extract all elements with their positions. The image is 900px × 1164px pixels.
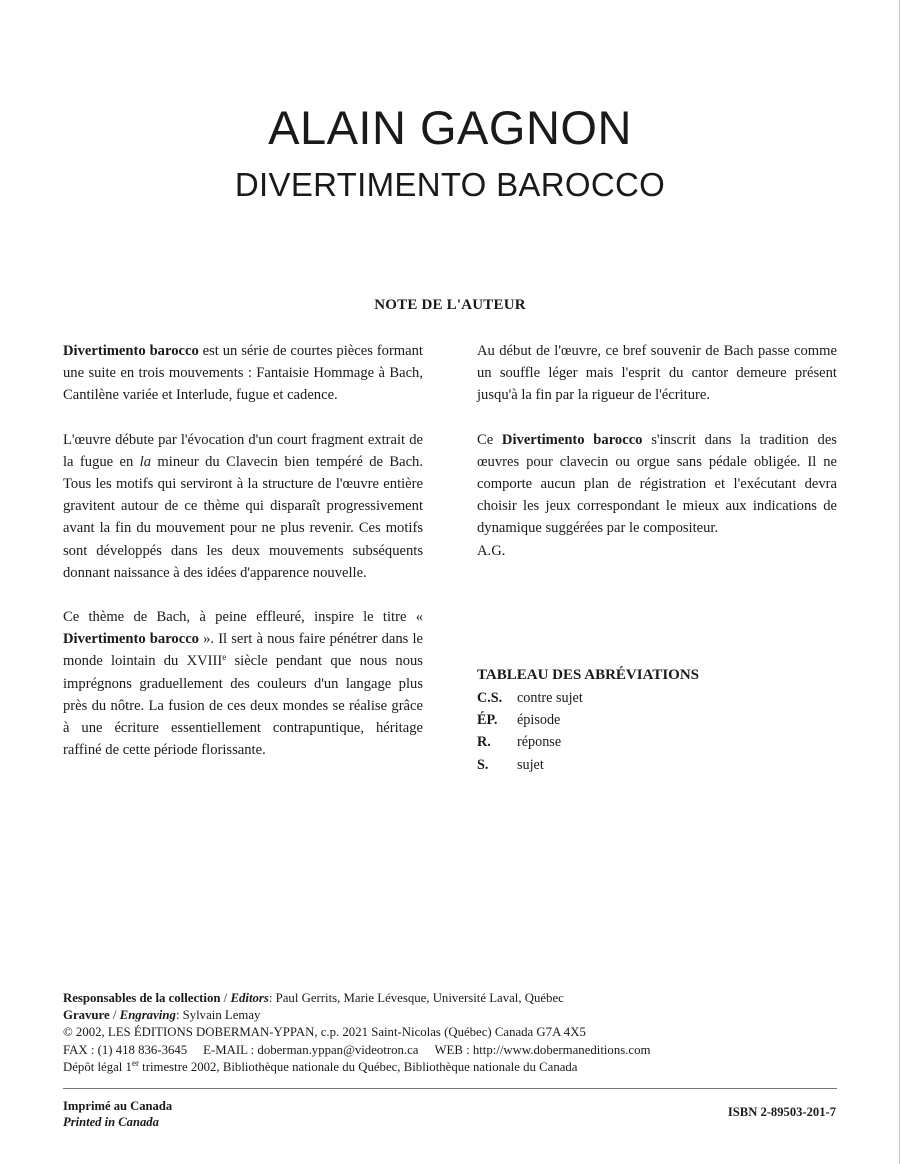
abbreviations-title: TABLEAU DES ABRÉVIATIONS	[477, 667, 700, 683]
publication-credits	[63, 990, 837, 1076]
abbreviations-table	[477, 667, 837, 776]
abbreviation-code: ÉP.	[477, 712, 498, 729]
paragraph-text: Ce	[477, 431, 502, 448]
printed-fr: Imprimé au Canada	[63, 1099, 173, 1113]
note-paragraph: Au début de l'œuvre, ce bref souvenir de Bach passe comme un souffle léger mais l'esprit du cantor demeure présent jusqu'à la fin par la rigueur de l'écriture.	[477, 343, 837, 404]
note-paragraph	[63, 606, 423, 761]
paragraph-text: L'œuvre débute par l'évocation d'un court fragment extrait de la fugue en	[63, 431, 423, 470]
fax-number: FAX : (1) 418 836-3645	[63, 1042, 188, 1057]
abbreviation-code: R.	[477, 734, 491, 751]
engraving-label: Gravure	[63, 1008, 110, 1023]
work-title: DIVERTIMENTO BAROCCO	[234, 166, 666, 203]
paragraph-text: siècle pendant que nous nous imprégnons graduellement des couleurs d'un langage plus près du nôtre. La fusion de ces deux mondes se réalise grâce à une écriture essentiellement contrapuntique, héritage raffiné de cette période florissante.	[63, 653, 423, 759]
ordinal-superscript: er	[131, 1057, 139, 1068]
composer-name: ALAIN GAGNON	[268, 101, 632, 154]
editors-line: Responsables de la collection / Editors: Paul Gerrits, Marie Lévesque, Université Laval, Québec	[63, 991, 564, 1005]
abbreviation-meaning: épisode	[517, 712, 561, 729]
footer-divider	[63, 1088, 837, 1089]
century-superscript: e	[222, 652, 227, 663]
editors-value: Paul Gerrits, Marie Lévesque, Université Laval, Québec	[275, 991, 564, 1005]
note-paragraph	[63, 340, 423, 407]
note-paragraph	[63, 429, 423, 584]
paragraph-text: ». Il sert à nous faire pénétrer dans le monde lointain du XVIII	[63, 631, 423, 670]
abbreviation-row	[477, 709, 837, 731]
editors-label: Responsables de la collection	[63, 991, 221, 1005]
note-left-column	[63, 340, 423, 761]
abbreviation-row	[477, 731, 837, 753]
copyright-line: © 2002, LES ÉDITIONS DOBERMAN-YPPAN, c.p. 2021 Saint-Nicolas (Québec) Canada G7A 4X5	[63, 1025, 586, 1040]
paragraph-text: Ce thème de Bach, à peine effleuré, inspire le titre «	[63, 609, 423, 626]
abbreviation-code: S.	[477, 756, 489, 773]
work-name-bold: Divertimento barocco	[63, 343, 199, 359]
abbreviation-meaning: réponse	[517, 734, 562, 751]
work-name-bold: Divertimento barocco	[63, 631, 199, 648]
author-signature: A.G.	[477, 542, 506, 559]
paragraph-text: mineur du Clavecin bien tempéré de Bach. Tous les motifs qui serviront à la structure de l'œuvre entière gravitent autour de ce thème qui disparaît progressivement avant la fin du mouvement pour ne plus revenir. Ces motifs sont développés dans les deux mouvements subséquents donnant naissance à des idées d'apparence nouvelle.	[63, 453, 423, 581]
abbreviation-code: C.S.	[477, 690, 503, 706]
email-address: E-MAIL : doberman.yppan@videotron.ca	[203, 1042, 419, 1057]
abbreviation-meaning: contre sujet	[517, 690, 583, 706]
printed-in	[63, 1099, 172, 1130]
legal-deposit-line	[63, 1059, 837, 1076]
note-right-column	[477, 340, 837, 562]
legal-deposit-text: trimestre 2002, Bibliothèque nationale du Québec, Bibliothèque nationale du Canada	[138, 1059, 578, 1074]
note-heading: NOTE DE L'AUTEUR	[374, 297, 526, 313]
key-italic: la	[139, 453, 152, 470]
engraving-line: Gravure / Engraving: Sylvain Lemay	[63, 1008, 261, 1023]
paragraph-text: s'inscrit dans la tradition des œuvres pour clavecin ou orgue sans pédale obligée. Il ne comporte aucun plan de régistration et l'exécutant devra choisir les jeux correspondant le mieux aux indications de dynamique suggérées par le compositeur.	[477, 431, 837, 537]
contact-line	[63, 1042, 837, 1059]
engraving-label-english: Engraving	[119, 1008, 176, 1023]
paragraph-text: est un série de courtes pièces formant une suite en trois mouvements : Fantaisie Hommage à Bach, Cantilène variée et Interlude, fugue et cadence.	[63, 343, 423, 404]
editors-label-english: Editors	[230, 991, 269, 1005]
abbreviation-row	[477, 754, 837, 776]
printed-en: Printed in Canada	[63, 1114, 159, 1129]
abbreviation-meaning: sujet	[517, 756, 544, 773]
note-paragraph	[477, 429, 837, 540]
website-address: WEB : http://www.dobermaneditions.com	[434, 1042, 651, 1057]
legal-deposit-text: Dépôt légal 1	[63, 1059, 132, 1074]
isbn-number: ISBN 2-89503-201-7	[727, 1105, 836, 1119]
work-name-bold: Divertimento barocco	[501, 431, 643, 448]
abbreviation-row	[477, 687, 837, 709]
engraving-value: Sylvain Lemay	[182, 1008, 261, 1023]
